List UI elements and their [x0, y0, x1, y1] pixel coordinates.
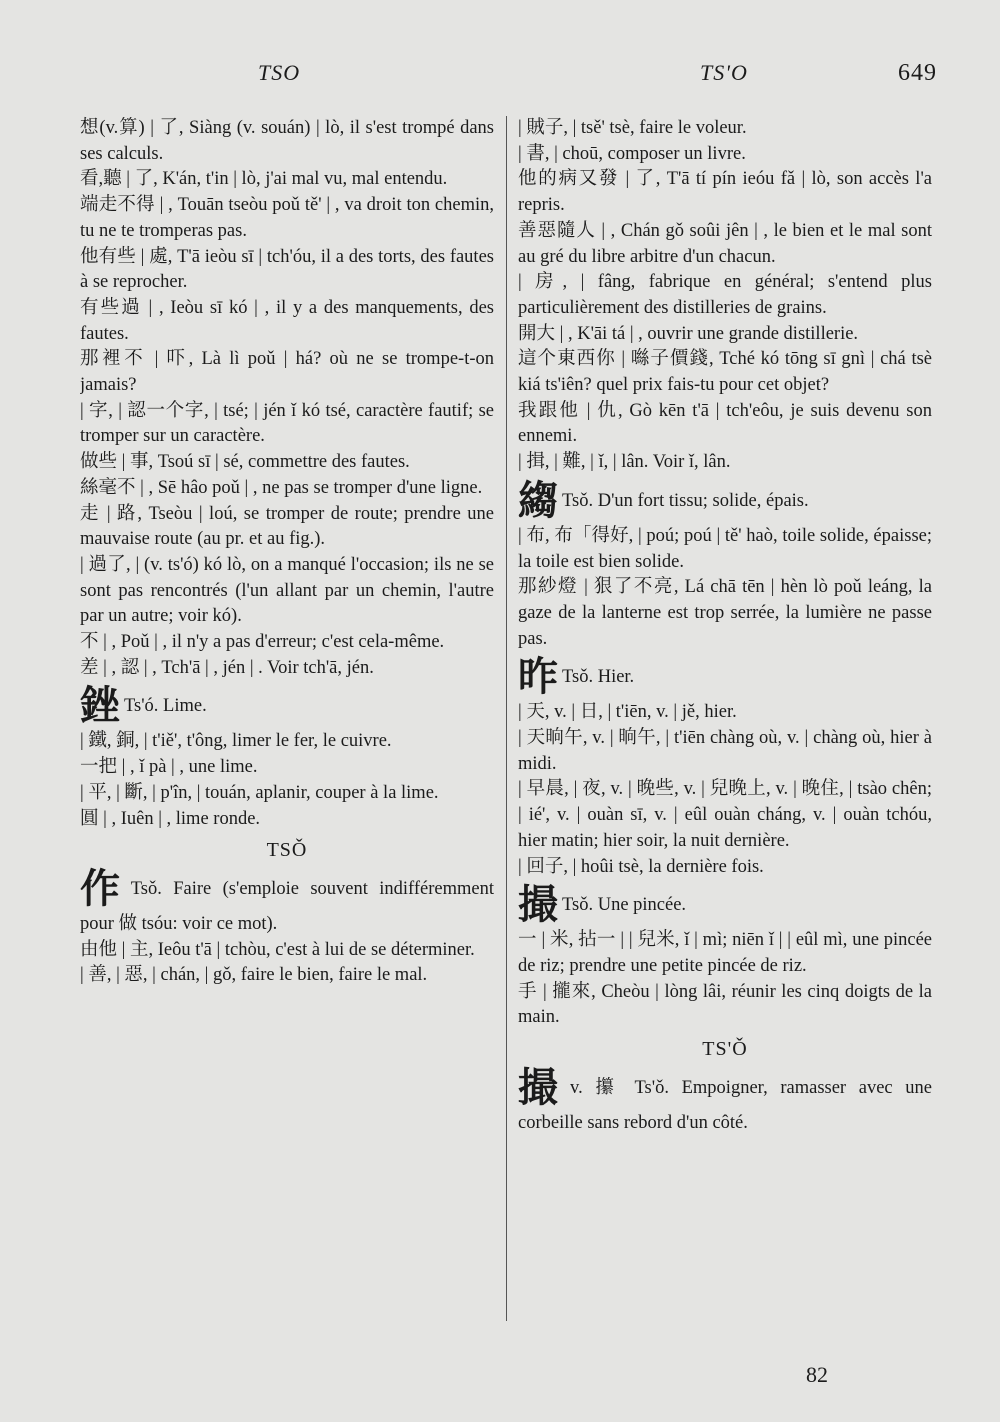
dictionary-entry: 那裡不 | 吓, Là lì poǔ | há? où ne se trompe-t-on jamais?	[80, 349, 494, 396]
headword-character: 縐	[518, 477, 558, 524]
dictionary-entry: | 揖, | 難, | ǐ, | lân. Voir ǐ, lân.	[518, 452, 731, 473]
dictionary-entry: | 房, | fâng, fabrique en général; s'entend plus particulièrement des distilleries de grains.	[518, 272, 932, 318]
section-heading: TS'Ǒ	[702, 1038, 748, 1061]
headword-definition: Tsǒ. D'un fort tissu; solide, épais.	[562, 490, 809, 511]
dictionary-entry: 有些過 | , Ieòu sī kó | , il y a des manquements, des fautes.	[80, 297, 494, 344]
left-column	[80, 116, 494, 1326]
headword-entry	[80, 683, 494, 729]
dictionary-entry: 看,聽 | 了, K'án, t'in | lò, j'ai mal vu, mal entendu.	[80, 169, 448, 190]
dictionary-entry: | 善, | 惡, | chán, | gǒ, faire le bien, faire le mal.	[80, 965, 428, 986]
page-number: 649	[898, 60, 937, 86]
headword-character: 撮	[518, 882, 558, 929]
dictionary-entry: | 布, 布「得好, | poú; poú | tě' haò, toile solide, épaisse; la toile est bien solide.	[518, 525, 932, 572]
dictionary-entry: 走 | 路, Tseòu | loú, se tromper de route; prendre une mauvaise route (au pr. et au fig.).	[80, 503, 494, 550]
headword-definition: Tsǒ. Une pincée.	[562, 895, 687, 916]
headword-definition: Tsǒ. Hier.	[562, 667, 635, 688]
headword-entry	[518, 478, 932, 524]
headword-character: 作	[80, 865, 127, 912]
dictionary-entry: | 賊子, | tsě' tsè, faire le voleur.	[518, 118, 747, 138]
dictionary-entry: | 回子, | hoûi tsè, la dernière fois.	[518, 856, 764, 877]
dictionary-entry: 那紗燈 | 狠了不亮, Lá chā tēn | hèn lò poǔ leáng, la gaze de la lanterne est trop serrée, la lumière ne passe pas.	[518, 577, 932, 649]
dictionary-entry: 由他 | 主, Ieôu t'ā | tchòu, c'est à lui de se déterminer.	[80, 939, 475, 960]
dictionary-entry: 端走不得 | , Touān tseòu poǔ tě' | , va droit ton chemin, tu ne te tromperas pas.	[80, 195, 494, 241]
dictionary-entry: | 鐵, 銅, | t'iě', t'ông, limer le fer, le cuivre.	[80, 731, 392, 752]
dictionary-entry: 他有些 | 處, T'ā ieòu sī | tch'óu, il a des torts, des fautes à se reprocher.	[80, 246, 494, 293]
dictionary-entry: 他的病又發 | 了, T'ā tí pín ieóu fǎ | lò, son accès l'a repris.	[518, 169, 932, 216]
headword-entry	[80, 866, 494, 938]
headword-character: 銼	[80, 683, 120, 730]
headword-definition: Ts'ó. Lime.	[124, 696, 207, 717]
dictionary-entry: | 字, | 認一个字, | tsé; | jén ǐ kó tsé, caractère fautif; se tromper sur un caractère.	[80, 400, 494, 447]
dictionary-entry: | 天, v. | 日, | t'iēn, v. | jě, hier.	[518, 702, 737, 723]
section-heading: TSǑ	[266, 839, 308, 862]
dictionary-entry: 做些 | 事, Tsoú sī | sé, commettre des fautes.	[80, 452, 410, 473]
dictionary-entry: 不 | , Poǔ | , il n'y a pas d'erreur; c'est cela-même.	[80, 632, 445, 653]
headword-entry	[518, 654, 932, 700]
running-head-center: TS'O	[700, 60, 748, 85]
headword-definition: Tsǒ. Faire (s'emploie souvent indifféremment pour 做 tsóu: voir ce mot).	[80, 878, 494, 934]
dictionary-entry: | 早晨, | 夜, v. | 晚些, v. | 兒晚上, v. | 晚住, | tsào chên; | ié', v. | ouàn sī, v. | eûl ouàn cháng, v. | ouàn tchóu, hier matin; hier soir, la nuit dernière.	[518, 779, 932, 851]
dictionary-entry: 想(v.算) | 了, Siàng (v. souán) | lò, il s'est trompé dans ses calculs.	[80, 118, 494, 164]
dictionary-entry: 一 | 米, 拈一 | | 兒米, ǐ | mì; niēn ǐ | | eûl mì, une pincée de riz; prendre une petite pincée de riz.	[518, 930, 932, 976]
column-divider	[506, 116, 507, 1321]
dictionary-entry: 開大 | , K'āi tá | , ouvrir une grande distillerie.	[518, 323, 859, 344]
dictionary-entry: 差 | , 認 | , Tch'ā | , jén | . Voir tch'ā, jén.	[80, 657, 374, 678]
dictionary-entry: | 天晌午, v. | 晌午, | t'iēn chàng où, v. | chàng où, hier à midi.	[518, 728, 932, 774]
dictionary-entry: 這个東西你 | 噝子價錢, Tché kó tōng sī gnì | chá tsè kiá ts'iên? quel prix fais-tu pour cet objet?	[518, 349, 932, 396]
headword-character: 撮	[518, 1064, 567, 1111]
dictionary-entry: | 書, | choū, composer un livre.	[518, 143, 746, 164]
signature-mark: 82	[806, 1362, 828, 1387]
dictionary-entry: 絲毫不 | , Sē hâo poǔ | , ne pas se tromper d'une ligne.	[80, 477, 483, 498]
dictionary-entry: | 過了, | (v. ts'ó) kó lò, on a manqué l'occasion; ils ne se sont pas rencontrés (l'un allant par un chemin, l'autre par un autre; voir kó).	[80, 554, 494, 627]
dictionary-entry: | 平, | 斷, | p'în, | touán, aplanir, couper à la lime.	[80, 782, 439, 803]
dictionary-entry: 圓 | , Iuên | , lime ronde.	[80, 808, 261, 829]
dictionary-entry: 一把 | , ǐ pà | , une lime.	[80, 757, 258, 778]
running-head-left: TSO	[258, 60, 301, 85]
headword-character: 昨	[518, 654, 558, 701]
dictionary-entry: 我跟他 | 仇, Gò kēn t'ā | tch'eôu, je suis devenu son ennemi.	[518, 400, 932, 447]
headword-definition: v. 攥 Ts'ǒ. Empoigner, ramasser avec une corbeille sans rebord d'un côté.	[518, 1077, 932, 1133]
right-column	[518, 116, 932, 1326]
dictionary-entry: 手 | 攏來, Cheòu | lòng lâi, réunir les cinq doigts de la main.	[518, 981, 932, 1028]
dictionary-entry: 善惡隨人 | , Chán gǒ soûi jên | , le bien et le mal sont au gré du libre arbitre d'un chacun.	[518, 220, 932, 267]
headword-entry	[518, 882, 932, 928]
headword-entry	[518, 1065, 932, 1137]
